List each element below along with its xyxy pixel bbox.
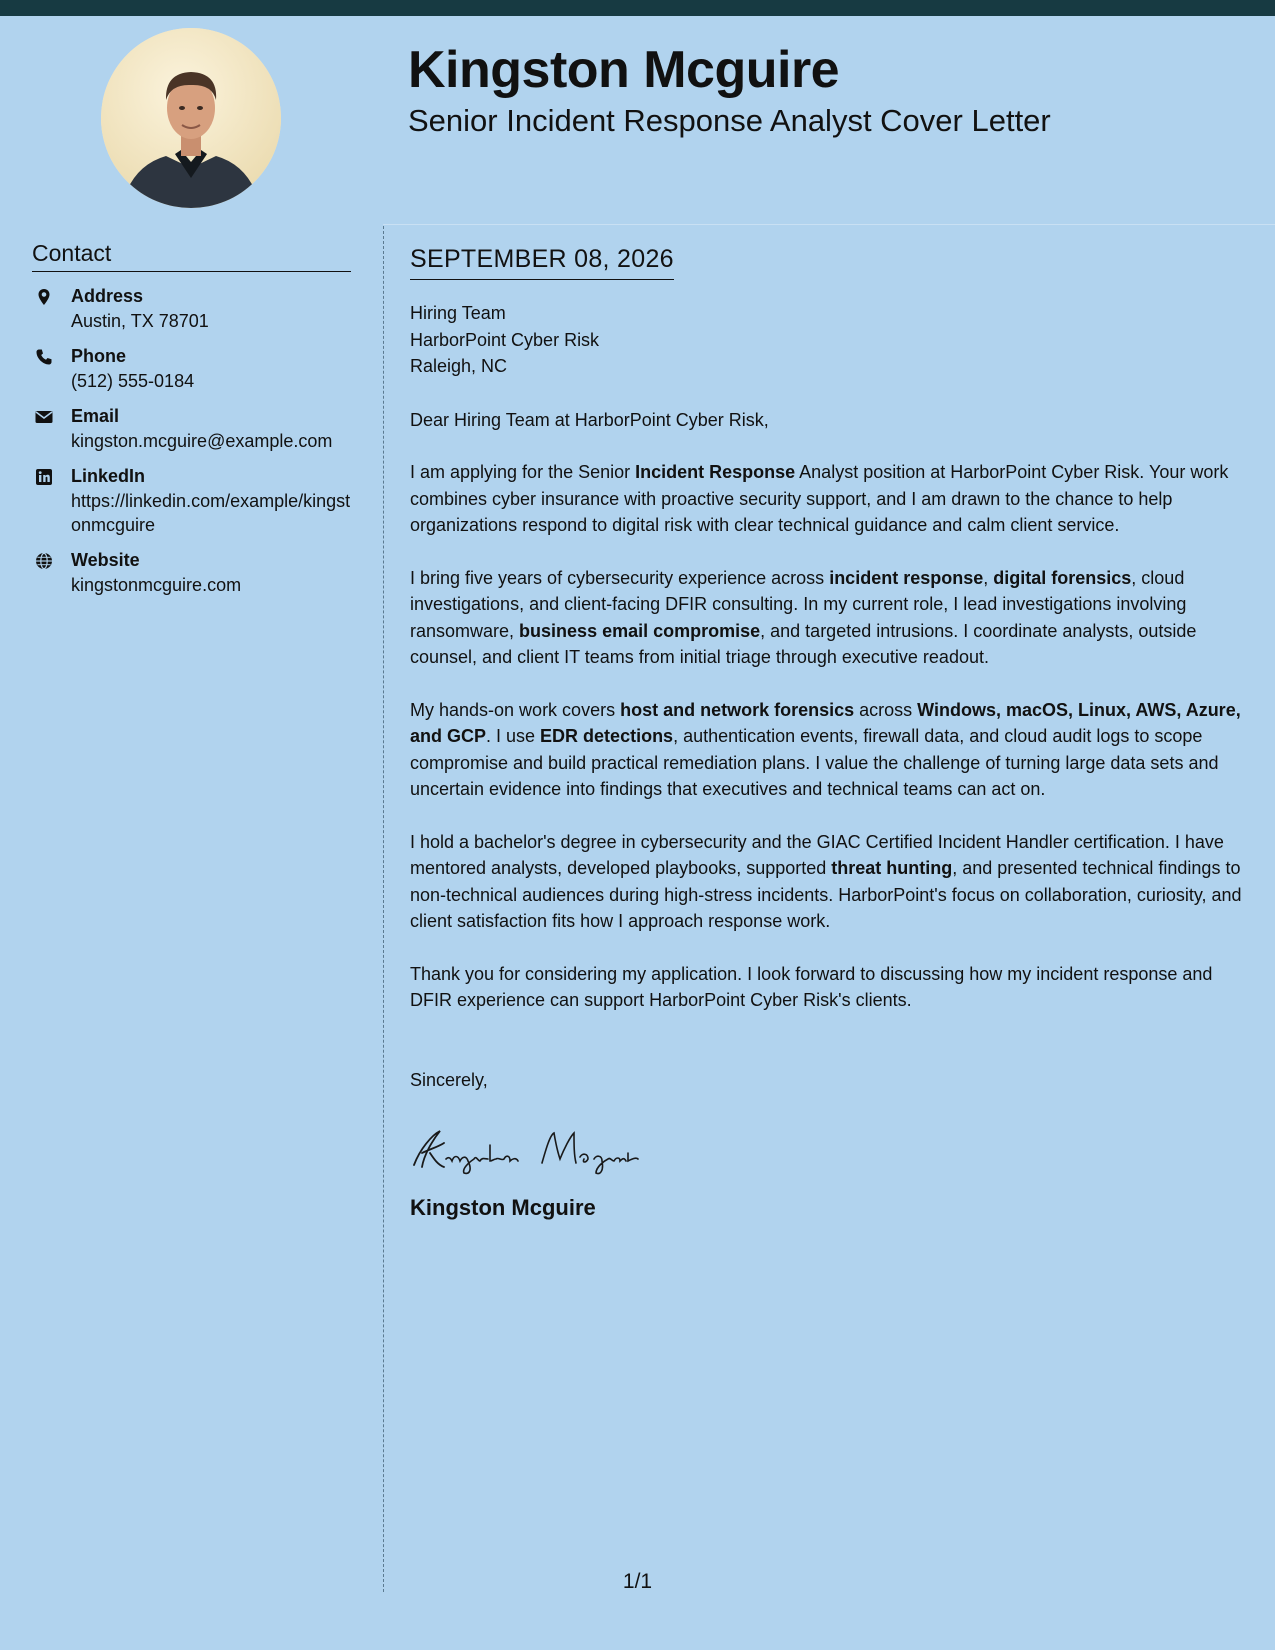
header-divider <box>383 224 1275 225</box>
contact-label: LinkedIn <box>71 466 146 486</box>
handwritten-signature <box>410 1119 1245 1177</box>
salutation: Dear Hiring Team at HarborPoint Cyber Risk, <box>410 409 769 430</box>
document-title: Senior Incident Response Analyst Cover Letter <box>408 103 1051 138</box>
globe-icon <box>35 552 53 570</box>
top-accent-bar <box>0 0 1275 16</box>
contact-item-linkedin <box>32 464 351 537</box>
emphasized-text: host and network forensics <box>620 699 855 720</box>
emphasized-text: digital forensics <box>993 567 1132 588</box>
applicant-name: Kingston Mcguire <box>408 41 840 99</box>
website-link[interactable]: kingstonmcguire.com <box>71 575 242 595</box>
column-divider <box>383 226 384 1592</box>
emphasized-text: business email compromise <box>519 620 761 641</box>
body-paragraph <box>410 565 1245 671</box>
contact-heading: Contact <box>32 240 351 272</box>
location-pin-icon <box>35 288 53 306</box>
emphasized-text: EDR detections <box>540 726 674 746</box>
contact-sidebar <box>32 240 351 608</box>
text-run: across <box>854 699 918 720</box>
recipient-line: Raleigh, NC <box>410 356 508 376</box>
contact-item-address <box>32 284 351 333</box>
contact-label: Website <box>71 550 140 570</box>
text-run: I bring five years of cybersecurity experience across <box>410 567 830 588</box>
letter-body <box>410 243 1245 1221</box>
text-run: , and presented technical findings to non-technical audiences during high-stress incidents. HarborPoint's focus on collaboration, curiosity, and client satisfaction fits how I approach response work. <box>410 858 1242 931</box>
text-run: , cloud investigations, and client-facing DFIR consulting. In my current role, I lead investigations involving ransomware, <box>410 567 1187 641</box>
emphasized-text: incident response <box>829 567 984 588</box>
text-run: , and targeted intrusions. I coordinate analysts, outside counsel, and client IT teams from initial triage through executive readout. <box>410 620 1197 667</box>
text-run: . I use <box>486 726 541 746</box>
contact-item-email <box>32 404 351 453</box>
body-paragraph <box>410 829 1245 935</box>
page-number: 1/1 <box>622 1570 653 1593</box>
emphasized-text: Windows, macOS, Linux, AWS, Azure, and GCP <box>410 699 1241 746</box>
signer-name: Kingston Mcguire <box>410 1194 596 1220</box>
phone-icon <box>35 348 53 366</box>
text-run: I am applying for the Senior <box>410 462 636 482</box>
body-paragraph <box>410 697 1245 803</box>
letter-date: SEPTEMBER 08, 2026 <box>410 243 674 280</box>
text-run: My hands-on work covers <box>410 699 621 720</box>
closing: Sincerely, <box>410 1069 488 1090</box>
linkedin-icon <box>35 468 53 486</box>
emphasized-text: Incident Response <box>635 462 796 482</box>
linkedin-link[interactable]: https://linkedin.com/example/kingstonmcguire <box>71 491 351 535</box>
recipient-line: Hiring Team <box>410 303 506 323</box>
text-run: I hold a bachelor's degree in cybersecurity and the GIAC Certified Incident Handler certification. I have mentored analysts, developed playbooks, supported <box>410 831 1224 878</box>
contact-value: Austin, TX 78701 <box>71 311 209 331</box>
contact-label: Phone <box>71 346 127 366</box>
text-run: Analyst position at HarborPoint Cyber Risk. Your work combines cyber insurance with proactive security support, and I am drawn to the chance to help organizations respond to digital risk with clear technical guidance and calm client service. <box>410 462 1229 535</box>
contact-label: Address <box>71 286 144 306</box>
contact-item-phone <box>32 344 351 393</box>
recipient-line: HarborPoint Cyber Risk <box>410 329 600 350</box>
profile-photo <box>101 28 281 208</box>
contact-label: Email <box>71 406 120 426</box>
emphasized-text: threat hunting <box>831 858 953 878</box>
contact-item-website <box>32 548 351 597</box>
text-run: , authentication events, firewall data, and cloud audit logs to scope compromise and build practical remediation plans. I value the challenge of turning large data sets and uncertain evidence into findings that executives and technical teams can act on. <box>410 726 1219 799</box>
email-link[interactable]: kingston.mcguire@example.com <box>71 431 333 451</box>
recipient-block <box>410 300 1245 380</box>
body-paragraph <box>410 459 1245 539</box>
text-run: , <box>983 567 994 588</box>
envelope-icon <box>35 408 53 426</box>
contact-value: (512) 555-0184 <box>71 371 195 391</box>
body-paragraph <box>410 961 1245 1014</box>
text-run: Thank you for considering my application. I look forward to discussing how my incident response and DFIR experience can support HarborPoint Cyber Risk's clients. <box>410 963 1213 1010</box>
